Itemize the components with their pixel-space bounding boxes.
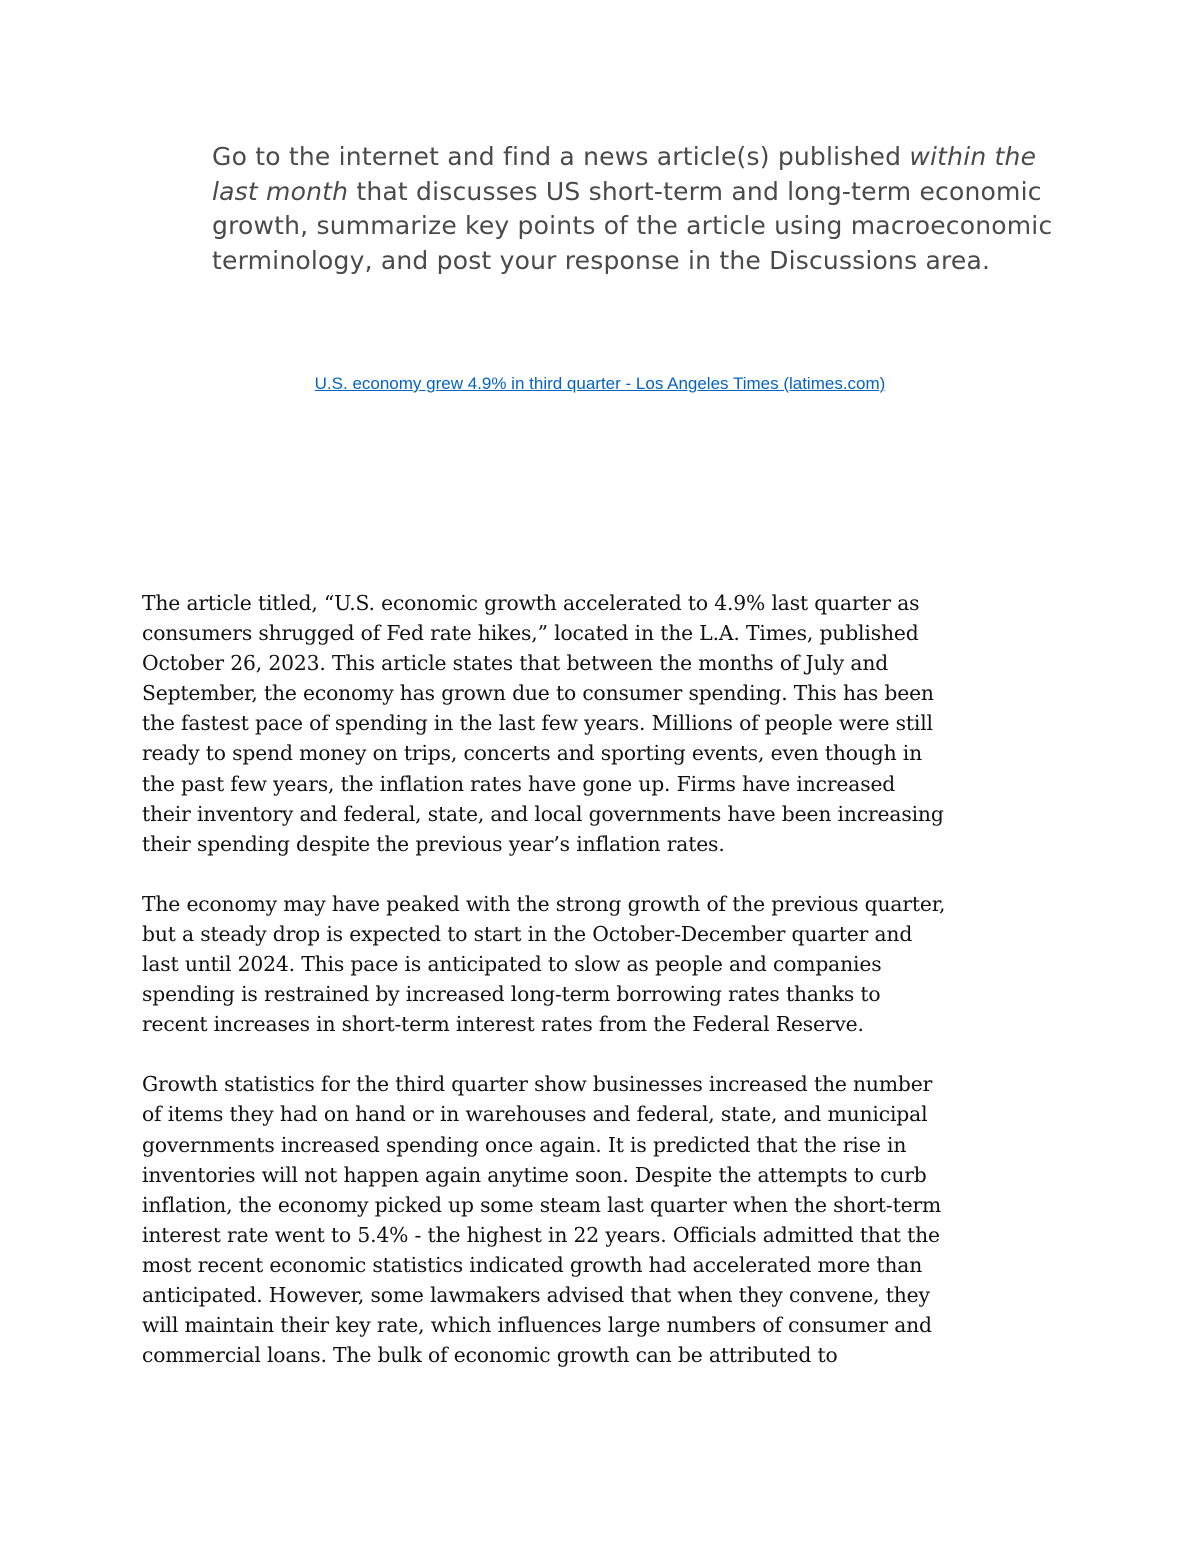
text-line: their spending despite the previous year’s inflation rates. xyxy=(142,831,725,856)
text-line: ready to spend money on trips, concerts and sporting events, even though in xyxy=(142,741,923,766)
text-line: September, the economy has grown due to consumer spending. This has been xyxy=(142,681,934,706)
text-line: the past few years, the inflation rates have gone up. Firms have increased xyxy=(142,771,896,796)
article-link[interactable]: U.S. economy grew 4.9% in third quarter - Los Angeles Times (latimes.com) xyxy=(314,374,886,393)
prompt-emphasis: within the last month xyxy=(212,142,1037,206)
text-line: anticipated. However, some lawmakers advised that when they convene, they xyxy=(142,1282,930,1307)
text-line: recent increases in short-term interest rates from the Federal Reserve. xyxy=(142,1012,864,1037)
text-line: will maintain their key rate, which influences large numbers of consumer and xyxy=(142,1313,932,1338)
text-line: The article titled, “U.S. economic growth accelerated to 4.9% last quarter as xyxy=(142,591,920,615)
text-line: inflation, the economy picked up some steam last quarter when the short-term xyxy=(142,1192,942,1217)
response-paragraph-3 xyxy=(142,1069,1072,1370)
text-line: October 26, 2023. This article states that between the months of July and xyxy=(142,651,889,676)
text-line: spending is restrained by increased long-term borrowing rates thanks to xyxy=(142,982,881,1007)
response-paragraph-2 xyxy=(142,889,1072,1039)
text-line: interest rate went to 5.4% - the highest in 22 years. Officials admitted that the xyxy=(142,1222,940,1247)
text-line: consumers shrugged of Fed rate hikes,” located in the L.A. Times, published xyxy=(142,621,919,646)
text-line: but a steady drop is expected to start in the October-December quarter and xyxy=(142,921,913,946)
text-line: inventories will not happen again anytime soon. Despite the attempts to curb xyxy=(142,1162,927,1187)
text-line: commercial loans. The bulk of economic growth can be attributed to xyxy=(142,1343,838,1368)
article-link-line xyxy=(0,374,1200,394)
response-paragraph-1 xyxy=(142,588,1072,859)
text-line: Growth statistics for the third quarter show businesses increased the number xyxy=(142,1072,933,1097)
text-line: governments increased spending once again. It is predicted that the rise in xyxy=(142,1132,907,1157)
text-line: their inventory and federal, state, and local governments have been increasing xyxy=(142,801,944,826)
response-body xyxy=(142,588,1072,1400)
text-line: most recent economic statistics indicated growth had accelerated more than xyxy=(142,1252,923,1277)
text-line: The economy may have peaked with the strong growth of the previous quarter, xyxy=(142,891,946,916)
text-line: last until 2024. This pace is anticipated to slow as people and companies xyxy=(142,952,882,977)
text-line: the fastest pace of spending in the last few years. Millions of people were still xyxy=(142,711,933,736)
assignment-prompt xyxy=(212,140,1072,278)
prompt-text-start: Go to the internet and find a news article(s) published xyxy=(212,142,910,171)
prompt-text-end: that discusses US short-term and long-term economic growth, summarize key points of the article using macroeconomic terminology, and post your response in the Discussions area. xyxy=(212,176,1053,275)
text-line: of items they had on hand or in warehouses and federal, state, and municipal xyxy=(142,1102,928,1127)
